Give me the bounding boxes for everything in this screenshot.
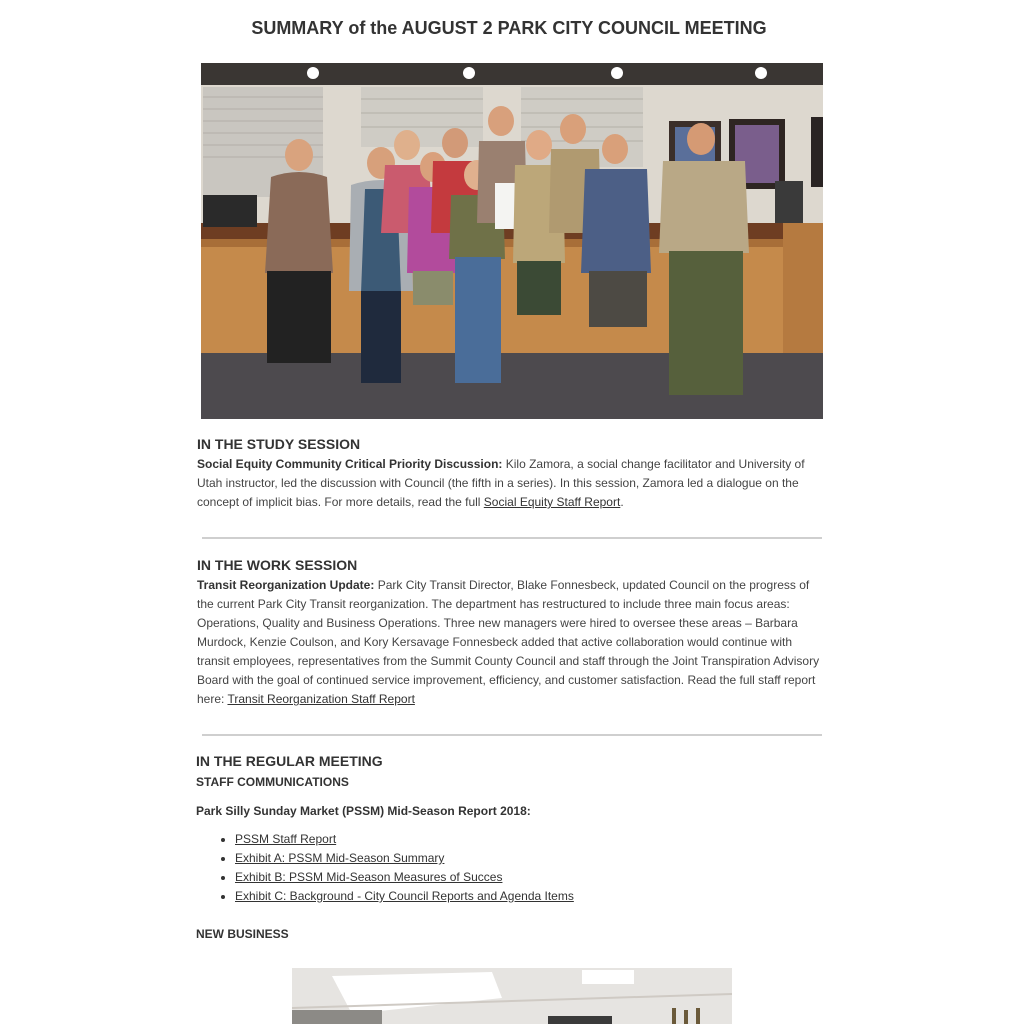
pssm-staff-report-link[interactable]: PSSM Staff Report [235, 832, 337, 846]
regular-meeting [196, 753, 822, 941]
study-session [197, 436, 823, 512]
work-session-item-title: Transit Reorganization Update: [197, 578, 375, 592]
list-item [235, 868, 822, 887]
work-session [197, 557, 823, 709]
list-item [235, 887, 822, 906]
transit-reorganization-staff-report-link[interactable]: Transit Reorganization Staff Report [227, 692, 415, 706]
study-session-item-title: Social Equity Community Critical Priority Discussion: [197, 457, 503, 471]
section-divider [202, 734, 822, 736]
regular-meeting-heading: IN THE REGULAR MEETING [196, 753, 383, 769]
work-session-heading: IN THE WORK SESSION [197, 557, 358, 573]
work-session-body: Park City Transit Director, Blake Fonnesbeck, updated Council on the progress of the current Park City Transit reorganization. The department has restructured to include three main focus areas: Operations, Quality and Business Operations. Three new managers were hired to oversee these areas – Barbara Murdock, Kenzie Coulson, and Kory Kersavage Fonnesbeck added that active collaboration would continue with transit employees, representatives from the Summit County Council and staff through the Joint Transpiration Advisory Board with the goal of continued service improvement, efficiency, and customer satisfaction. Read the full staff report here: [197, 578, 820, 706]
study-session-paragraph [197, 455, 823, 512]
staff-communications-heading: STAFF COMMUNICATIONS [196, 775, 349, 789]
work-session-paragraph [197, 576, 823, 709]
new-business-heading: NEW BUSINESS [196, 927, 289, 941]
study-session-body: Kilo Zamora, a social change facilitator and University of Utah instructor, led the discussion with Council (the fifth in a series). In this session, Zamora led a dialogue on the concept of implicit bias. For more details, read the full [197, 457, 805, 509]
page-title: SUMMARY of the AUGUST 2 PARK CITY COUNCIL MEETING [251, 18, 767, 38]
list-item [235, 830, 822, 849]
exhibit-b-link[interactable]: Exhibit B: PSSM Mid-Season Measures of Succes [235, 870, 503, 884]
council-chamber-photo [292, 968, 732, 1024]
social-equity-staff-report-link[interactable]: Social Equity Staff Report [483, 495, 621, 509]
group-photo [201, 63, 823, 419]
pssm-report-title: Park Silly Sunday Market (PSSM) Mid-Season Report 2018: [196, 804, 531, 818]
pssm-links-list [196, 830, 822, 906]
study-session-heading: IN THE STUDY SESSION [197, 436, 361, 452]
list-item [235, 849, 822, 868]
section-divider [202, 537, 822, 539]
exhibit-c-link[interactable]: Exhibit C: Background - City Council Reports and Agenda Items [235, 889, 574, 903]
study-session-tail: . [620, 495, 624, 509]
exhibit-a-link[interactable]: Exhibit A: PSSM Mid-Season Summary [235, 851, 445, 865]
